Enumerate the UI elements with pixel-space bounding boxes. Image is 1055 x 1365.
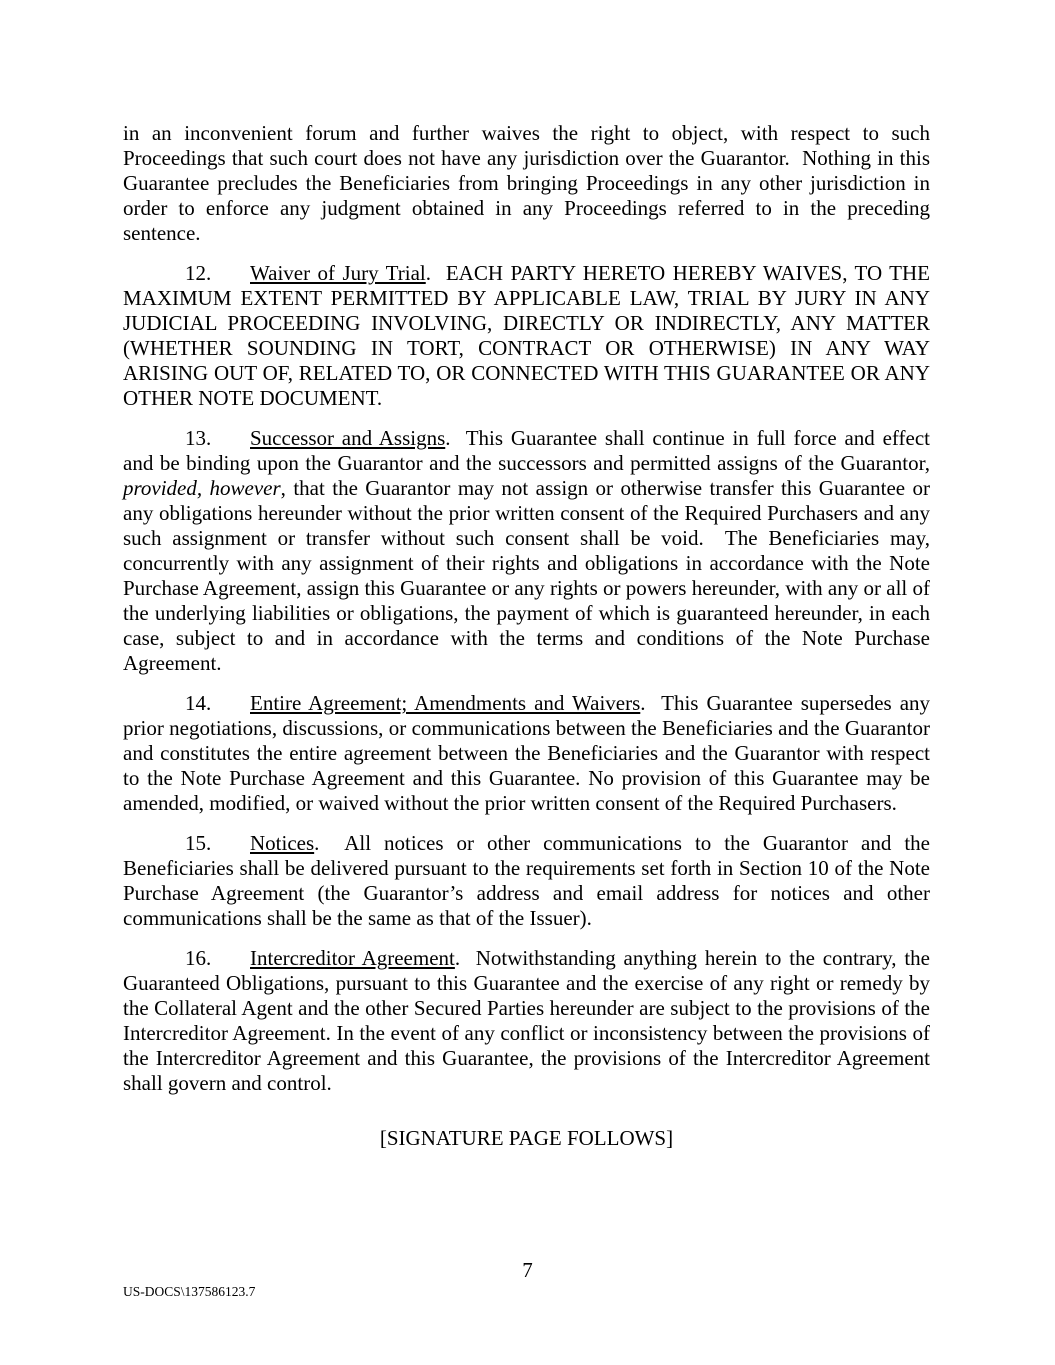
text-run: EACH PARTY HERETO HEREBY WAIVES, TO THE MAXIMUM EXTENT PERMITTED BY APPLICABLE LAW, TRIAL BY JURY IN ANY JUDICIAL PROCEEDING INVOLVING, DIRECTLY OR INDIRECTLY, ANY MATTER (WHETHER SOUNDING IN TORT, CONTRACT OR OTHERWISE) IN ANY WAY ARISING OUT OF, RELATED TO, OR CONNECTED WITH THIS GUARANTEE OR ANY OTHER NOTE DOCUMENT. — [123, 261, 930, 410]
section-number: 14. — [185, 691, 212, 715]
document-id-footer: US-DOCS\137586123.7 — [123, 1284, 256, 1299]
document-body — [123, 121, 930, 1151]
section-paragraph-12: 12. Waiver of Jury Trial. EACH PARTY HERETO HEREBY WAIVES, TO THE MAXIMUM EXTENT PERMITTED BY APPLICABLE LAW, TRIAL BY JURY IN ANY JUDICIAL PROCEEDING INVOLVING, DIRECTLY OR INDIRECTLY, ANY MATTER (WHETHER SOUNDING IN TORT, CONTRACT OR OTHERWISE) IN ANY WAY ARISING OUT OF, RELATED TO, OR CONNECTED WITH THIS GUARANTEE OR ANY OTHER NOTE DOCUMENT. — [123, 261, 930, 410]
section-paragraph-16: 16. Intercreditor Agreement. Notwithstanding anything herein to the contrary, the Guaranteed Obligations, pursuant to this Guarantee and the exercise of any right or remedy by the Collateral Agent and the other Secured Parties hereunder are subject to the provisions of the Intercreditor Agreement. In the event of any conflict or inconsistency between the provisions of the Intercreditor Agreement and this Guarantee, the provisions of the Intercreditor Agreement shall govern and control. — [123, 946, 930, 1095]
section-number: 13. — [185, 426, 212, 450]
section-heading: Notices — [250, 831, 315, 855]
text-run: Notwithstanding anything herein to the contrary, the Guaranteed Obligations, pursuant to this Guarantee and the exercise of any right or remedy by the Collateral Agent and the other Secured Parties hereunder are subject to the provisions of the Intercreditor Agreement. In the event of any conflict or inconsistency between the provisions of the Intercreditor Agreement and this Guarantee, the provisions of the Intercreditor Agreement shall govern and control. — [123, 946, 930, 1095]
section-heading: Entire Agreement; Amendments and Waivers — [250, 691, 641, 715]
page-number: 7 — [522, 1258, 533, 1282]
section-number: 15. — [185, 831, 212, 855]
text-run: All notices or other communications to the Guarantor and the Beneficiaries shall be delivered pursuant to the requirements set forth in Section 10 of the Note Purchase Agreement (the Guarantor’s address and email address for notices and other communications shall be the same as that of the Issuer). — [123, 831, 930, 930]
section-heading: Waiver of Jury Trial — [250, 261, 426, 285]
section-heading: Successor and Assigns — [250, 426, 446, 450]
section-paragraph-15: 15. Notices. All notices or other communications to the Guarantor and the Beneficiaries shall be delivered pursuant to the requirements set forth in Section 10 of the Note Purchase Agreement (the Guarantor’s address and email address for notices and other communications shall be the same as that of the Issuer). — [123, 831, 930, 930]
italic-text-run: provided, however — [123, 476, 281, 500]
text-run: This Guarantee supersedes any prior negotiations, discussions, or communications between the Beneficiaries and the Guarantor and constitutes the entire agreement between the Beneficiaries and the Guarantor with respect to the Note Purchase Agreement and this Guarantee. No provision of this Guarantee may be amended, modified, or waived without the prior written consent of the Required Purchasers. — [123, 691, 931, 815]
section-paragraph-13: 13. Successor and Assigns. This Guarantee shall continue in full force and effect and be binding upon the Guarantor and the successors and permitted assigns of the Guarantor, provided, however, that the Guarantor may not assign or otherwise transfer this Guarantee or any obligations hereunder without the prior written consent of the Required Purchasers and any such assignment or transfer without such consent shall be void. The Beneficiaries may, concurrently with any assignment of their rights and obligations in accordance with the Note Purchase Agreement, assign this Guarantee or any rights or powers hereunder, with any or all of the underlying liabilities or obligations, the payment of which is guaranteed hereunder, in each case, subject to and in accordance with the terms and conditions of the Note Purchase Agreement. — [123, 426, 930, 675]
continuation-paragraph — [123, 121, 930, 246]
text-run: in an inconvenient forum and further waives the right to object, with respect to such Proceedings that such court does not have any jurisdiction over the Guarantor. Nothing in this Guarantee precludes the Beneficiaries from bringing Proceedings in any other jurisdiction in order to enforce any judgment obtained in any Proceedings referred to in the preceding sentence. — [123, 121, 930, 245]
section-number: 12. — [185, 261, 212, 285]
signature-page-note: [SIGNATURE PAGE FOLLOWS] — [379, 1126, 674, 1150]
text-run: This Guarantee shall continue in full force and effect and be binding upon the Guarantor and the successors and permitted assigns of the Guarantor, — [123, 426, 930, 475]
section-heading: Intercreditor Agreement — [250, 946, 455, 970]
section-number: 16. — [185, 946, 212, 970]
section-paragraph-14: 14. Entire Agreement; Amendments and Waivers. This Guarantee supersedes any prior negotiations, discussions, or communications between the Beneficiaries and the Guarantor and constitutes the entire agreement between the Beneficiaries and the Guarantor with respect to the Note Purchase Agreement and this Guarantee. No provision of this Guarantee may be amended, modified, or waived without the prior written consent of the Required Purchasers. — [123, 691, 931, 815]
text-run: , that the Guarantor may not assign or otherwise transfer this Guarantee or any obligations hereunder without the prior written consent of the Required Purchasers and any such assignment or transfer without such consent shall be void. The Beneficiaries may, concurrently with any assignment of their rights and obligations in accordance with the Note Purchase Agreement, assign this Guarantee or any rights or powers hereunder, with any or all of the underlying liabilities or obligations, the payment of which is guaranteed hereunder, in each case, subject to and in accordance with the terms and conditions of the Note Purchase Agreement. — [123, 476, 930, 675]
